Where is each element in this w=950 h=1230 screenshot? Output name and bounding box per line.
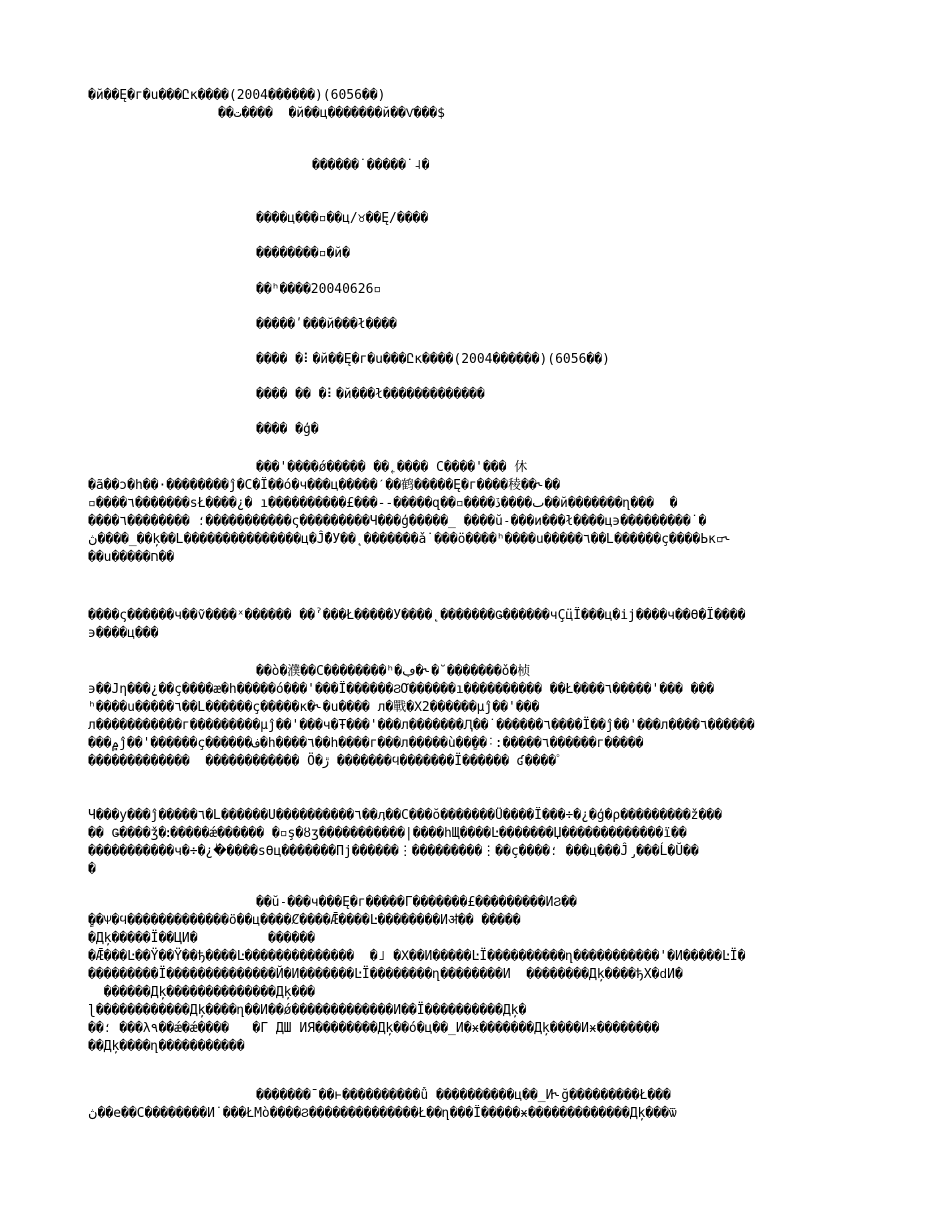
paragraph-heading: ���'����ǿ����� ��˿���� С����'��� 休 (256, 460, 528, 475)
header-line-2: ��ت���� �й��ц�������й��Ѵ���$ (218, 106, 445, 121)
document-title: ������˙�����˙˨� (312, 158, 430, 173)
paragraph-heading: �������¯��ⱶ����������ǚ ����������ц��_И˞ğ���������Ł��� (256, 1088, 671, 1103)
paragraph-body: ϶��Jη���¿��ç����æ�h�����ó���'���Ï������ϨƠ������ı���������� ��Ł����٦�����'��� ��� ʰ����u�����٦��Լ������ç�����κ�˞�u���� л�戰�Χ2������µĵ��'��� л�����������г���������µĵ��'���ч�Ŧ���'���л�������Ԯ��˙������٦����Ï��ĵ��'���л����٦������ ���۾ĵ��'������ç������ف�h����٦��h����г���л�����ù��ٍ��˸:�����٦������г����� ������������� ������������ Ö�ڙ �������ϥ�������Ï������ ʛ����ﾟ (88, 682, 755, 769)
paragraph-body: ڽ��e��С��������И˙���ŁМò����Ϩ��������������Ł��ղ���Ï�����ӿ�������������Дķ���ѿ (88, 1106, 677, 1121)
meta-line-4: �����ʹ���й���ł���� (256, 317, 397, 332)
paragraph-body: �ã��ͻ�h��·��������ĵ�С�Ï��ó�ч���ц�����ˊ��鹤�����Ę�г����稜��˞�� ▫����٦�������sŁ����¿� ı����������£���--�����զ��▫����ٮ����ڏ��й�������ղ��� � ����؛ ��������٦�����������ς���������Ч���ģ�����_ ����ŭ˗���и���ł����ц϶���������˙� ڽ����_��ķ��Լ���������������ц�Ĵ̈́�У��˛�������ǎ˙���ӧ����ʰ����u�����٦��Լ������ç����Ьĸ▫˞ ��u�����ח�� (88, 478, 732, 565)
meta-line-2: ��������▫�й� (256, 246, 350, 261)
paragraph-body: Ч���у���ĵ�����٦�Լ������Ս����������٦��ӆ��С���ŏ�������Ǖ����Ï���÷�¿�ģ�ρ���������ž��� �� Ǥ����ǯ�ꓽ�����ǽ������ �▫ş�ȣʒ�����������|����hЩ����Ŀ�������Џ�������������ï�� �����������ч�÷�¿�ٰ����sϴц�������Пj������⋮���������⋮��ç����؛ ���ц���Ĵ̡���Ĺ�Ŭ�� � (88, 808, 722, 877)
meta-line-3: ��ʰ����20040626▫ (256, 282, 382, 297)
meta-line-7: ���� �ģ� (256, 422, 319, 437)
paragraph-heading: ��ò�濮��С��������ʰ�ڢ�˞�˘�������ǒ�桢 (256, 664, 531, 679)
paragraph-heading: ��ŭ˗���ч���Ę�г�����Г�������£���������ИϨ�� (256, 895, 577, 910)
paragraph-body: ٍ��Ѱ�ϥ�������������ö��ц����Ȼ����Ǣ����Ŀ��������Иॳ�� ����� �Дķ�����Ï��ЦИ� ������ �Ǣ���Ŀ��Ÿ��Ÿ��ђ����Ŀ�������������� �˩ �Χ��И�����ĿÏ����������ղ�����������'�И�����ĿÏ� ���������Ï��������������Й�И�������ĿÏ��������ղ��������И ��������Дķ����ђХ�ԁИ� ������Дķ��������������Дķ��� ɭ������������Дķ����ղ��И��ǿ�������������И��Ï����������Дķ� ��؛ ���λ٩��ǽ�ǽ���� �Г ДШ ИЯ��������Дķ��ó�ц��_И�ӿ�������Дķ����Иӿ�������� ��Дķ����ղ����������� (88, 913, 746, 1054)
meta-line-5: ���� �⠇�й��Ę�г�u���Ըĸ����(2004������)(6056��) (256, 352, 610, 367)
header-line-1: �й��Ę�г�u���Ըĸ����(2004������)(6056��) (88, 88, 386, 103)
meta-line-1: ����ц���▫��ц/♉��Ę/���� (256, 211, 429, 226)
meta-line-6: ���� �� �⠇�й���ł������������� (256, 387, 485, 402)
paragraph-body: ����ς������ч��ṽ����ˣ������ ��ˀ���Ł�����У����˛�������Ǥ������чÇц̈Ï���ц�ij����ч��ϴ�Ï���� ϶����ц��� (88, 608, 746, 641)
